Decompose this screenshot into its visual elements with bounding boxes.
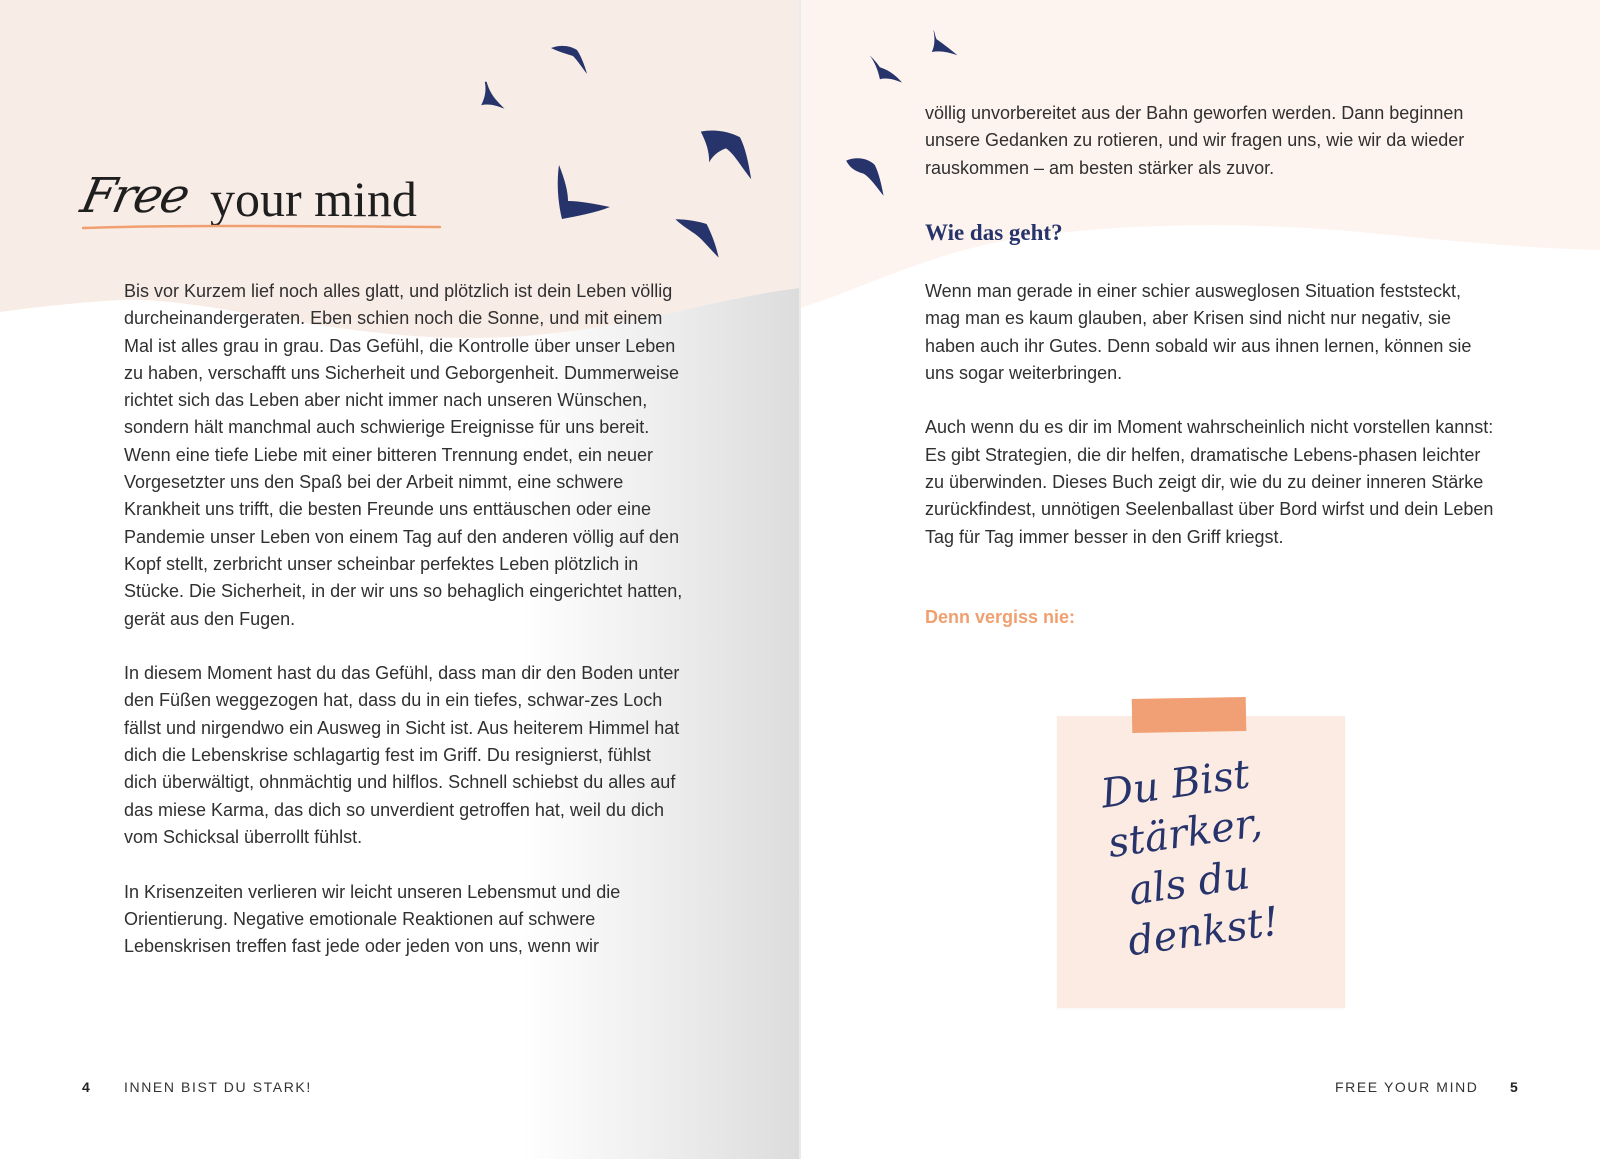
title-underline — [82, 222, 442, 234]
bird-icon — [546, 40, 592, 80]
right-page-number: 5 — [1510, 1079, 1518, 1095]
right-paragraph-2: Auch wenn du es dir im Moment wahrscheinlich nicht vorstellen kannst: Es gibt Strategien, die dir helfen, dramatische Lebens-phasen leichter zu überwinden. Dieses Buch zeigt dir, wie du zu deiner inneren Stärke zurückfindest, unnötigen Seelenballast über Bord wirfst und dein Leben Tag für Tag immer besser in den Griff kriegst. — [925, 417, 1494, 547]
note-line-3: als du — [1126, 852, 1253, 915]
right-body-text — [925, 278, 1500, 578]
sticky-note-text — [1098, 739, 1344, 968]
left-paragraph-3: In Krisenzeiten verlieren wir leicht unseren Lebensmut und die Orientierung. Negative emotionale Reaktionen auf schwere Lebenskrisen treffen fast jede oder jeden von uns, wenn wir — [124, 881, 621, 957]
bird-icon — [474, 80, 510, 116]
left-page-number: 4 — [82, 1079, 90, 1095]
bird-icon — [698, 126, 754, 182]
right-paragraph-1: Wenn man gerade in einer schier ausweglosen Situation feststeckt, mag man es kaum glauben, aber Krisen sind nicht nur negativ, sie haben auch ihr Gutes. Denn sobald wir aus ihnen lernen, können sie uns sogar weiterbringen. — [925, 281, 1472, 383]
bird-icon — [926, 28, 960, 60]
left-paragraph-2: In diesem Moment hast du das Gefühl, dass man dir den Boden unter den Füßen weggezogen hat, dass du in ein tiefes, schwar-zes Loch fällst und nirgendwo ein Ausweg in Sicht ist. Aus heiterem Himmel hat dich die Lebenskrise schlagartig fest im Griff. Du resignierst, fühlst dich überwältigt, ohnmächtig und hilflos. Schnell schiebst du alles auf das miese Karma, das dich so unverdient getroffen hat, weil du dich vom Schicksal überrollt fühlst. — [124, 663, 680, 847]
note-line-1: Du Bist — [1098, 751, 1253, 818]
note-line-4: denkst! — [1125, 898, 1282, 966]
right-intro-paragraph: völlig unvorbereitet aus der Bahn geworfen werden. Dann beginnen unsere Gedanken zu rotieren, und wir fragen uns, wie wir da wieder rauskommen – am besten stärker als zuvor. — [925, 103, 1465, 178]
note-line-2: stärker, — [1105, 799, 1266, 868]
page-title — [76, 158, 442, 238]
left-paragraph-1: Bis vor Kurzem lief noch alles glatt, und plötzlich ist dein Leben völlig durcheinandergeraten. Eben schien noch die Sonne, und mit einem Mal ist alles grau in grau. Das Gefühl, die Kontrolle über unser Leben zu haben, verschafft uns Sicherheit und Geborgenheit. Dummerweise richtet sich das Leben aber nicht immer nach unseren Wünschen, sondern hält manchmal auch schwierige Ereignisse für uns bereit. Wenn eine tiefe Liebe mit einer bitteren Trennung endet, ein neuer Vorgesetzter uns den Spaß bei der Arbeit nimmt, eine schwere Krankheit uns trifft, die besten Freunde uns enttäuschen oder eine Pandemie unser Leben von einem Tag auf den anderen völlig auf den Kopf stellt, zerbricht unser scheinbar perfektes Leben plötzlich in Stücke. Die Sicherheit, in der wir uns so behaglich eingerichtet hatten, gerät aus den Fugen. — [124, 281, 683, 629]
bird-icon — [548, 162, 612, 222]
title-script-word: Free — [76, 168, 194, 224]
bird-icon — [840, 154, 892, 198]
title-serif-words: your mind — [210, 171, 417, 227]
subheading: Wie das geht? — [925, 220, 1063, 245]
right-intro-text — [925, 100, 1500, 209]
tape-strip — [1132, 697, 1247, 733]
right-running-title: FREE YOUR MIND — [1335, 1079, 1479, 1095]
gutter-divider — [799, 0, 801, 1159]
left-running-title: INNEN BIST DU STARK! — [124, 1079, 312, 1095]
left-body-text — [124, 278, 684, 988]
bird-icon — [673, 212, 721, 260]
callout-text: Denn vergiss nie: — [925, 607, 1076, 627]
bird-icon — [864, 52, 906, 86]
